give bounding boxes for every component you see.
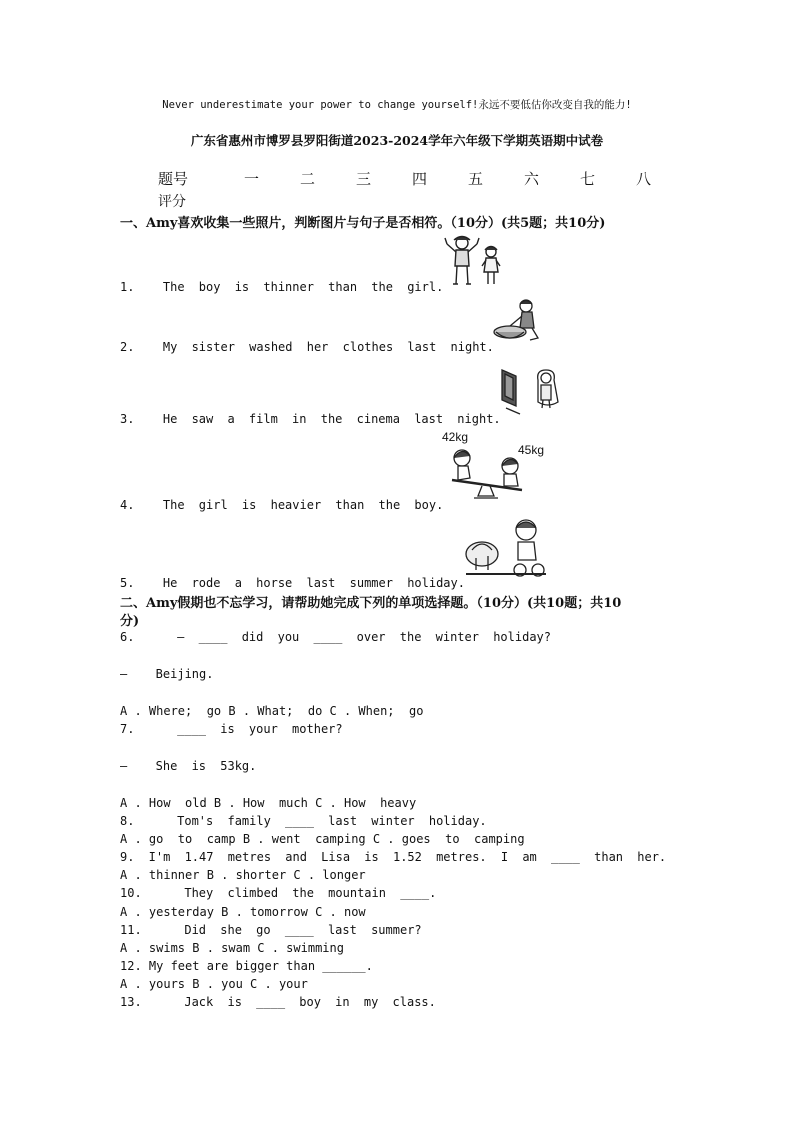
washing-clothes-illustration (492, 296, 546, 346)
section1-heading: 一、Amy喜欢收集一些照片，判断图片与句子是否相符。（10分）(共5题；共10分) (120, 216, 606, 231)
question-7-answer: — She is 53kg. (120, 759, 257, 773)
question-7: 7. ____ is your mother? (120, 722, 343, 736)
question-12-options: A . yours B . you C . your (120, 977, 308, 991)
question-8-options: A . go to camp B . went camping C . goes to camping (120, 832, 525, 846)
score-table-header (158, 168, 678, 189)
col-1: 一 (244, 170, 260, 188)
question-11: 11. Did she go ____ last summer? (120, 923, 422, 937)
question-6-answer: — Beijing. (120, 667, 214, 681)
question-9-options: A . thinner B . shorter C . longer (120, 868, 366, 882)
question-9: 9. I'm 1.47 metres and Lisa is 1.52 metres. I am ____ than her. (120, 850, 667, 864)
motto: Never underestimate your power to change yourself!永远不要低估你改变自我的能力! (162, 99, 632, 111)
col-2: 二 (300, 170, 316, 188)
row-label: 题号 (158, 170, 189, 188)
question-3: 3. He saw a film in the cinema last night. (120, 412, 501, 426)
boy-weight-label: 42kg (442, 430, 469, 444)
col-6: 六 (524, 170, 540, 188)
question-10: 10. They climbed the mountain ____. (120, 886, 437, 900)
section2-heading-line2: 分) (120, 614, 140, 629)
question-11-options: A . swims B . swam C . swimming (120, 941, 344, 955)
col-3: 三 (356, 170, 372, 188)
question-13: 13. Jack is ____ boy in my class. (120, 995, 436, 1009)
boy-girl-illustration (442, 234, 508, 290)
question-7-options: A . How old B . How much C . How heavy (120, 796, 417, 810)
watching-tv-illustration (498, 364, 566, 420)
bike-riding-illustration (462, 516, 548, 580)
girl-weight-label: 45kg (518, 443, 545, 457)
question-8: 8. Tom's family ____ last winter holiday. (120, 814, 487, 828)
question-6-options: A . Where; go B . What; do C . When; go (120, 704, 424, 718)
question-2: 2. My sister washed her clothes last night. (120, 340, 494, 354)
col-7: 七 (580, 170, 596, 188)
question-12: 12. My feet are bigger than ______. (120, 959, 373, 973)
section2-heading-line1: 二、Amy假期也不忘学习，请帮助她完成下列的单项选择题。（10分）(共10题；共10 (120, 596, 622, 611)
col-5: 五 (468, 170, 484, 188)
col-4: 四 (412, 170, 428, 188)
score-label: 评分 (158, 194, 186, 210)
col-8: 八 (636, 170, 652, 188)
question-5: 5. He rode a horse last summer holiday. (120, 576, 465, 590)
question-1: 1. The boy is thinner than the girl. (120, 280, 444, 294)
question-6: 6. — ____ did you ____ over the winter holiday? (120, 630, 552, 644)
question-4: 4. The girl is heavier than the boy. (120, 498, 444, 512)
question-10-options: A . yesterday B . tomorrow C . now (120, 905, 366, 919)
exam-title: 广东省惠州市博罗县罗阳街道2023-2024学年六年级下学期英语期中试卷 (190, 133, 604, 148)
seesaw-illustration (446, 446, 526, 502)
